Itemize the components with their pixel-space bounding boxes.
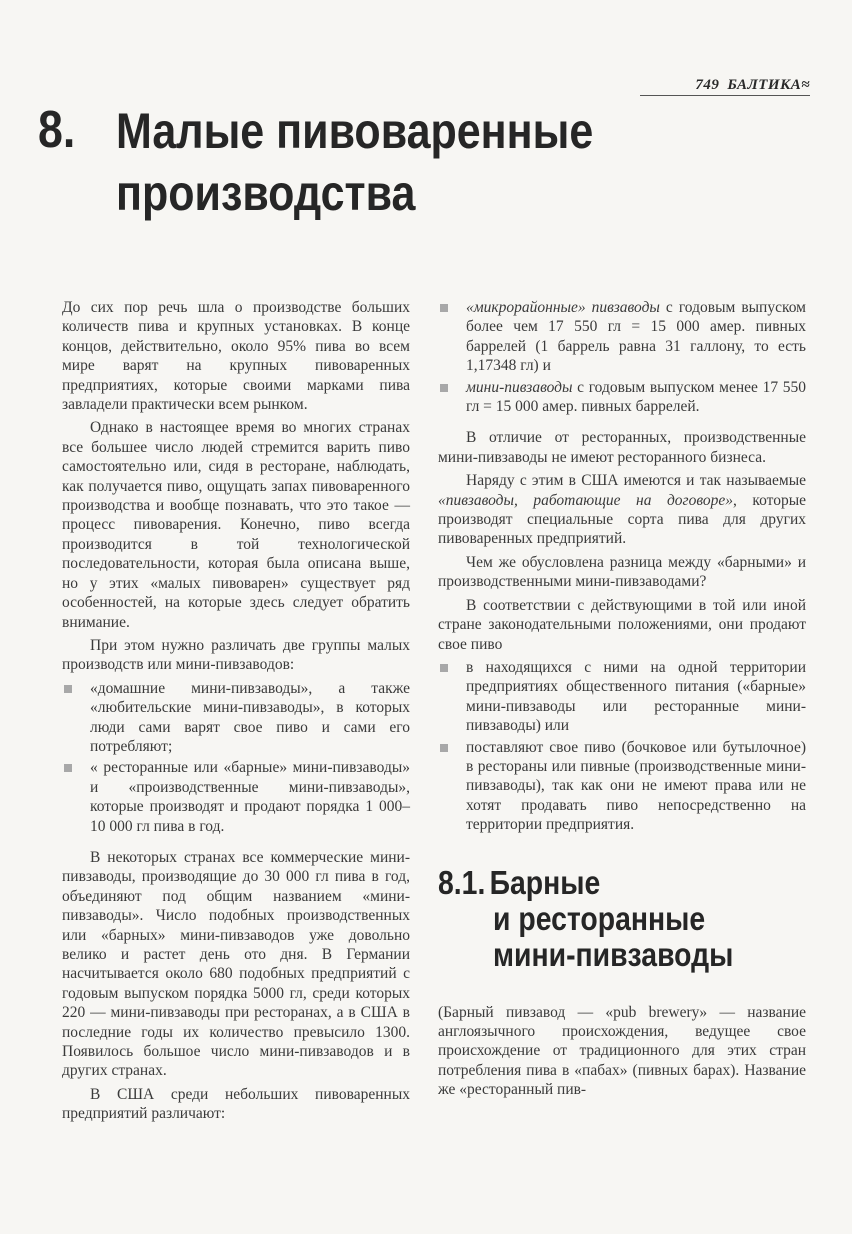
section-heading: [438, 865, 754, 973]
list-item: «домашние мини-пивзаводы», а также «любительские мини-пивзаводы», в которых люди сами варят свое пиво и сами его потребляют;: [62, 679, 410, 757]
list-item: « ресторанные или «барные» мини-пивзаводы» и «производственные мини-пивзаводы», которые производят и продают порядка 1 000–10 000 гл пива в год.: [62, 758, 410, 836]
section-number: 8.1.: [438, 863, 486, 901]
bullet-list: [62, 679, 410, 836]
paragraph: В США среди небольших пивоваренных предприятий различают:: [62, 1085, 410, 1123]
list-item-text: с годовым выпуском более чем 17 550 гл = 15 000 амер. пивных баррелей (1 баррель равна 31 галлону, то есть 1,17348 гл) и: [466, 299, 806, 375]
list-item: поставляют свое пиво (бочковое или бутылочное) в рестораны или пивные (производственные мини-пивзаводы), так как они не имеют права или не хотят продавать пиво непосредственно на территории предприятия.: [438, 738, 806, 835]
running-head: [640, 77, 810, 96]
list-item-term: мини-пивзаводы: [466, 378, 573, 396]
paragraph-text: , которые производят специальные сорта пива для других пивоваренных предприятий.: [438, 491, 806, 548]
bullet-list: [438, 298, 806, 416]
paragraph: В отличие от ресторанных, производственные мини-пивзаводы не имеют ресторанного бизнеса.: [438, 429, 806, 466]
paragraph: [438, 471, 806, 549]
chapter-title-line1: Малые пивоваренные: [116, 103, 594, 159]
list-item: [438, 378, 806, 417]
list-item: [438, 298, 806, 376]
paragraph: При этом нужно различать две группы малых производств или мини-пивзаводов:: [62, 636, 410, 674]
paragraph-term: «пивзаводы, работающие на договоре»: [438, 491, 733, 509]
running-head-brand: БАЛТИКА≈: [727, 77, 810, 93]
left-column: [62, 298, 410, 1124]
paragraph-text: Наряду с этим в США имеются и так называемые: [466, 472, 806, 490]
paragraph: В некоторых странах все коммерческие мини-пивзаводы, производящие до 30 000 гл пива в год, объединяют под общим названием «мини-пивзаводы». Число подобных производственных или «барных» мини-пивзаводов уже довольно велико и растет день ото дня. В Германии насчитывается около 680 подобных предприятий с годовым выпуском порядка 5000 гл, среди которых 220 — мини-пивзаводы при ресторанах, а в США в последние годы их количество превысило 1300. Появилось большое число мини-пивзаводов и в других странах.: [62, 848, 410, 1080]
section-title-line3: мини-пивзаводы: [493, 935, 734, 973]
chapter-title: [116, 100, 593, 224]
paragraph: До сих пор речь шла о производстве больших количеств пива и крупных установках. В конце концов, действительно, около 95% пива во всем мире варят на крупных пивоваренных предприятиях, которые своими марками пива завладели практически всем рынком.: [62, 299, 410, 414]
page-number: 749: [695, 77, 720, 93]
list-item-text: с годовым выпуском менее 17 550 гл = 15 000 амер. пивных баррелей.: [466, 378, 806, 416]
chapter-number: 8.: [38, 101, 76, 159]
right-column: [438, 298, 806, 1100]
bullet-list: [438, 658, 806, 835]
paragraph: Чем же обусловлена разница между «барными» и производственными мини-пивзаводами?: [438, 553, 806, 591]
section-title-line1: Барные: [489, 863, 601, 901]
list-item-term: «микрорайонные» пивзаводы: [466, 299, 660, 316]
section-title-line2: и ресторанные: [493, 899, 706, 937]
paragraph: (Барный пивзавод — «pub brewery» — название англоязычного происхождения, ведущее свое происхождение от традиционного для этих стран потребления пива в «пабах» (пивных барах). Название же «ресторанный пив-: [438, 1003, 806, 1099]
paragraph: В соответствии с действующими в той или иной стране законодательными положениями, они продают свое пиво: [438, 596, 806, 653]
list-item: в находящихся с ними на одной территории предприятиях общественного питания («барные» мини-пивзаводы или ресторанные мини-пивзаводы) или: [438, 658, 806, 736]
chapter-title-line2: производства: [116, 165, 416, 221]
paragraph: Однако в настоящее время во многих странах все большее число людей стремится варить пиво самостоятельно или, сидя в ресторане, наблюдать, как получается пиво, ощущать запах пивоваренного производства и вообще познавать, что это такое — процесс пивоварения. Конечно, пиво всегда производится в той технологической последовательности, которая была описана выше, но у этих «малых пивоварен» существует ряд особенностей, на которые здесь следует обратить внимание.: [62, 419, 410, 631]
